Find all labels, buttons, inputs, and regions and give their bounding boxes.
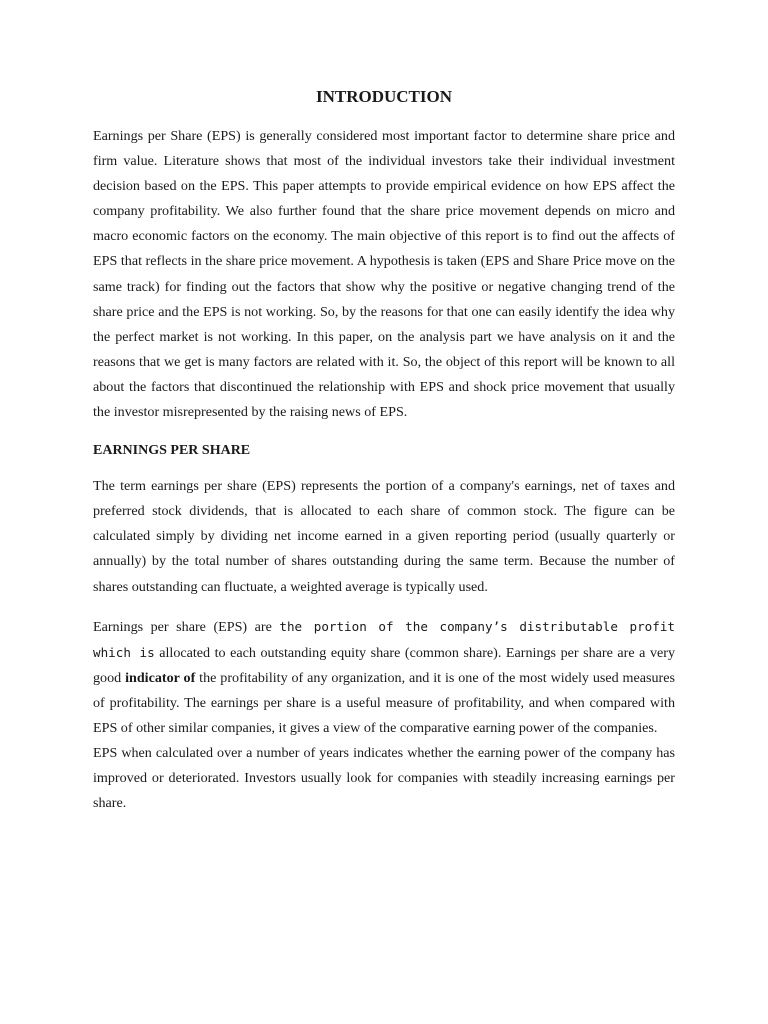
intro-paragraph: Earnings per Share (EPS) is generally considered most important factor to determine share price and firm value. Literature shows that most of the individual investors take their individual investment decision based on the EPS. This paper attempts to provide empirical evidence on how EPS affect the company profitability. We also further found that the share price movement depends on micro and macro economic factors on the economy. The main objective of this report is to find out the affects of EPS that reflects in the share price movement. A hypothesis is taken (EPS and Share Price move on the same track) for finding out the factors that show why the positive or negative changing trend of the share price and the EPS is not working. So, by the reasons for that one can easily identify the idea why the perfect market is not working. In this paper, on the analysis part we have analysis on it and the reasons that we get is many factors are related with it. So, the object of this report will be known to all about the factors that discontinued the relationship with EPS and shock price movement that usually the investor misrepresented by the raising news of EPS. [93, 128, 675, 421]
paragraph-text-segment: Earnings per share (EPS) are [93, 618, 280, 635]
document-page [93, 84, 675, 816]
paragraph-text-segment: the profitability of any organization, and it is one of the most widely used measures of profitability. The earnings per share is a useful measure of profitability, and when compared with EPS of other similar companies, it gives a view of the comparative earning power of the companies. [93, 669, 675, 736]
eps-trend-paragraph: EPS when calculated over a number of years indicates whether the earning power of the company has improved or deteriorated. Investors usually look for companies with steadily increasing earnings per share. [93, 745, 675, 812]
section-heading: EARNINGS PER SHARE [93, 443, 251, 459]
eps-definition-paragraph: The term earnings per share (EPS) represents the portion of a company's earnings, net of taxes and preferred stock dividends, that is allocated to each share of common stock. The figure can be calculated simply by dividing net income earned in a given reporting period (usually quarterly or annually) by the total number of shares outstanding during the same term. Because the number of shares outstanding can fluctuate, a weighted average is typically used. [93, 478, 675, 595]
paragraph-bold-segment: indicator of [125, 669, 196, 686]
eps-profitability-paragraph [93, 614, 675, 741]
page-title: INTRODUCTION [315, 87, 453, 106]
paragraph-text-segment: allocated to each outstanding equity share (common share). Earnings per share are a very good [93, 644, 675, 686]
paragraph-mono-segment: the portion of the company’s distributable profit which is [93, 618, 675, 660]
